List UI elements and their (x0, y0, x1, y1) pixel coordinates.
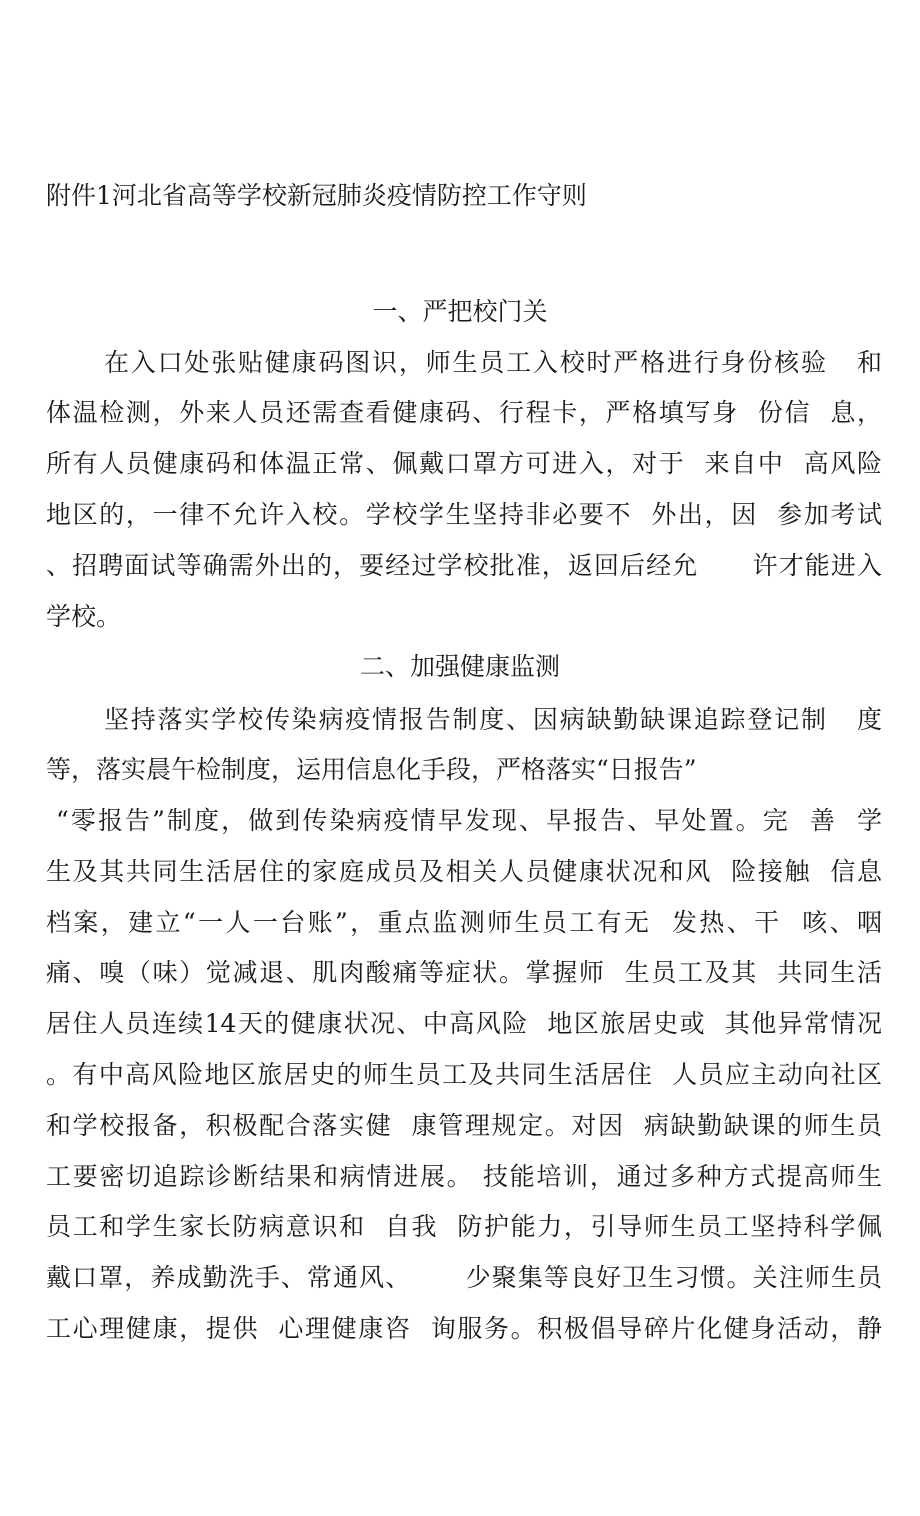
paragraph-line: 居住人员连续14天的健康状况、中高风险 地区旅居史或 其他异常情况 (46, 1009, 882, 1038)
paragraph-line: “零报告”制度，做到传染病疫情早发现、早报告、早处置。完 善 学 (46, 806, 882, 835)
paragraph-line: 体温检测，外来人员还需查看健康码、行程卡，严格填写身 份信 息， (46, 398, 882, 427)
paragraph-line: 戴口罩，养成勤洗手、常通风、 少聚集等良好卫生习惯。关注师生员 (46, 1263, 882, 1292)
paragraph-line: 工心理健康，提供 心理健康咨 询服务。积极倡导碎片化健身活动，静 (46, 1314, 882, 1343)
paragraph-line: 员工和学生家长防病意识和 自我 防护能力，引导师生员工坚持科学佩 (46, 1212, 882, 1241)
paragraph-line: 等，落实晨午检制度，运用信息化手段，严格落实“日报告” (46, 755, 697, 784)
paragraph-line: 档案，建立“一人一台账”，重点监测师生员工有无 发热、干 咳、咽 (46, 908, 882, 937)
section-heading-1: 一、严把校门关 (372, 297, 548, 326)
paragraph-line: 。有中高风险地区旅居史的师生员工及共同生活居住 人员应主动向社区 (46, 1060, 882, 1089)
paragraph-line: 在入口处张贴健康码图识，师生员工入校时严格进行身份核验 和 (104, 348, 882, 377)
paragraph-line: 生及其共同生活居住的家庭成员及相关人员健康状况和风 险接触 信息 (46, 857, 882, 886)
section-heading-2: 二、加强健康监测 (359, 652, 560, 681)
paragraph-line: 学校。 (46, 602, 122, 631)
paragraph-line: 所有人员健康码和体温正常、佩戴口罩方可进入，对于 来自中 高风险 (46, 449, 882, 478)
paragraph-line: 痛、嗅（味）觉减退、肌肉酸痛等症状。掌握师 生员工及其 共同生活 (46, 958, 882, 987)
paragraph-line: 和学校报备，积极配合落实健 康管理规定。对因 病缺勤缺课的师生员 (46, 1111, 882, 1140)
document-title: 附件1河北省高等学校新冠肺炎疫情防控工作守则 (46, 181, 587, 210)
paragraph-line: 坚持落实学校传染病疫情报告制度、因病缺勤缺课追踪登记制 度 (104, 705, 882, 734)
paragraph-line: 工要密切追踪诊断结果和病情进展。 技能培训，通过多种方式提高师生 (46, 1162, 882, 1191)
paragraph-line: 、招聘面试等确需外出的，要经过学校批准，返回后经允 许才能进入 (46, 551, 882, 580)
paragraph-line: 地区的，一律不允许入校。学校学生坚持非必要不 外出，因 参加考试 (46, 500, 882, 529)
